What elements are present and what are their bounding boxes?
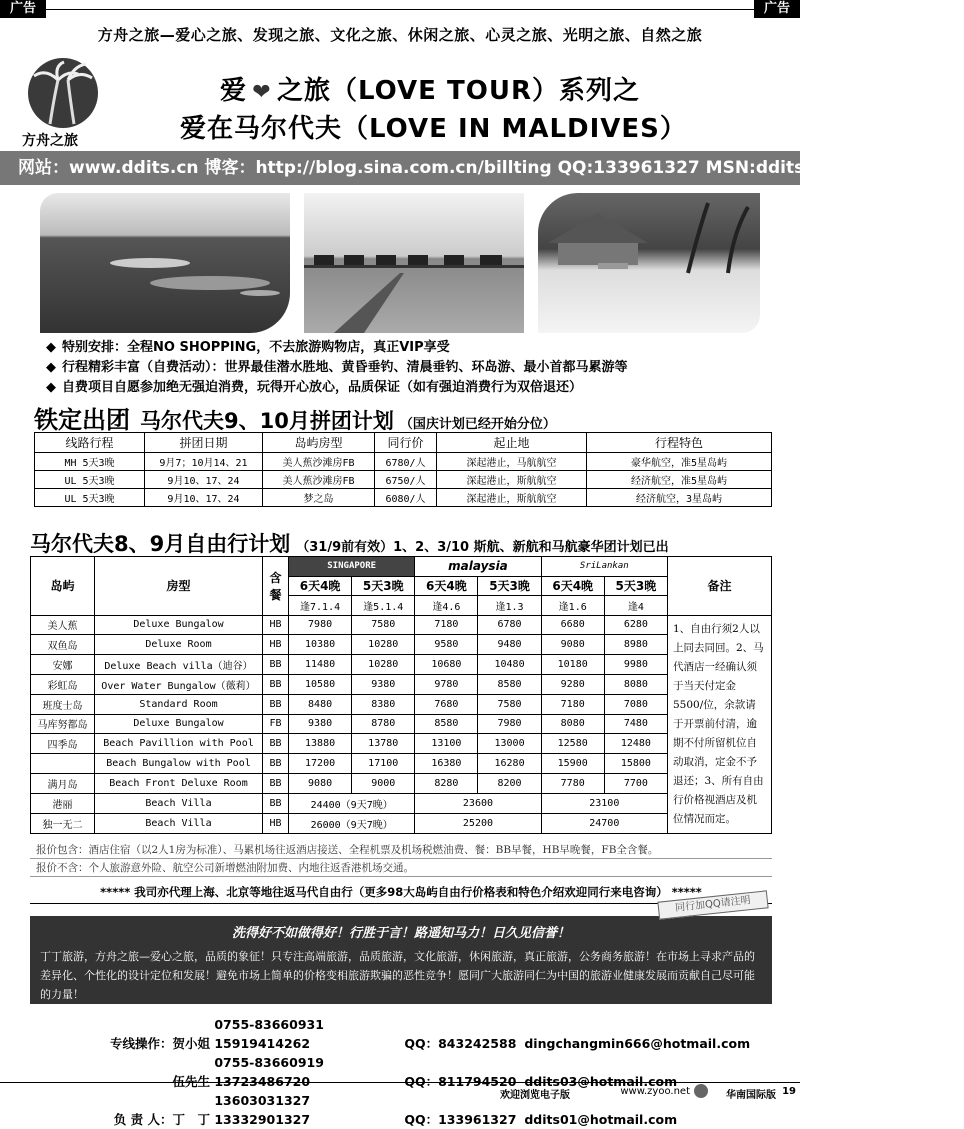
island-cell: 彩虹岛	[31, 674, 95, 694]
meal-cell: HB	[263, 615, 289, 635]
meal-cell: BB	[263, 655, 289, 675]
cell: 6750/人	[375, 471, 437, 489]
top-divider	[46, 9, 754, 10]
cell: 9月10、17、24	[145, 471, 263, 489]
price-cell: 9080	[289, 774, 352, 794]
price-cell: 7480	[604, 714, 667, 734]
column-subheader: 5天3晚	[478, 576, 541, 596]
free-heading-note: （31/9前有效）1、2、3/10 斯航、新航和马航豪华团计划已出	[296, 540, 669, 555]
room-cell: Beach Villa	[95, 813, 263, 833]
price-cell: 8280	[415, 774, 478, 794]
price-cell: 23100	[541, 793, 667, 813]
price-cell: 10280	[352, 655, 415, 675]
cell: 梦之岛	[263, 489, 375, 507]
departure-day: 逢1.3	[478, 596, 541, 616]
cell: 深起港止，马航航空	[437, 453, 587, 471]
column-subheader: 5天3晚	[352, 576, 415, 596]
beach-resort-photo	[538, 193, 760, 333]
price-excluded: 报价不含：个人旅游意外险、航空公司新增燃油附加费、内地往返香港机场交通。	[30, 859, 772, 877]
column-header: 行程特色	[587, 433, 772, 453]
meal-cell: FB	[263, 714, 289, 734]
cell: 经济航空，准5星岛屿	[587, 471, 772, 489]
column-header: 备注	[668, 557, 772, 616]
island-cell: 四季岛	[31, 734, 95, 754]
bullet-item: ◆ 行程精彩丰富（自费活动）：世界最佳潜水胜地、黄昏垂钓、清晨垂钓、环岛游、最小首都马累游等	[46, 360, 628, 375]
price-cell: 13000	[478, 734, 541, 754]
price-cell: 7580	[478, 694, 541, 714]
island-cell: 安娜	[31, 655, 95, 675]
price-cell: 9080	[541, 635, 604, 655]
cell: UL 5天3晚	[35, 471, 145, 489]
column-subheader: 6天4晚	[415, 576, 478, 596]
price-cell: 7080	[604, 694, 667, 714]
table-row	[31, 813, 772, 833]
table-row	[31, 674, 772, 694]
price-cell: 9580	[415, 635, 478, 655]
price-cell: 16380	[415, 754, 478, 774]
island-cell: 班度士岛	[31, 694, 95, 714]
table-row	[35, 453, 772, 471]
column-subheader: 5天3晚	[604, 576, 667, 596]
table-row	[31, 734, 772, 754]
price-cell: 26000（9天7晚）	[289, 813, 415, 833]
qq-stamp: 同行加QQ请注明	[657, 890, 768, 919]
price-cell: 9980	[604, 655, 667, 675]
malaysia-airlines-logo: malaysia	[415, 557, 541, 577]
heart-icon: ❤	[252, 80, 272, 105]
price-cell: 10480	[478, 655, 541, 675]
logo-text: 方舟之旅	[22, 133, 78, 149]
group-heading-main: 铁定出团	[34, 406, 130, 434]
column-header: 房型	[95, 557, 263, 616]
column-header: 线路行程	[35, 433, 145, 453]
price-cell: 15800	[604, 754, 667, 774]
departure-day: 逢4	[604, 596, 667, 616]
bullet-item: ◆ 特别安排：全程NO SHOPPING，不去旅游购物店，真正VIP享受	[46, 340, 450, 355]
departure-day: 逢1.6	[541, 596, 604, 616]
price-cell: 7700	[604, 774, 667, 794]
table-header-row	[35, 433, 772, 453]
cell: UL 5天3晚	[35, 489, 145, 507]
about-text: 丁丁旅游，方舟之旅—爱心之旅，品质的象征！只专注高端旅游，品质旅游，文化旅游，休闲旅游，真正旅游，公务商务旅游！在市场上寻求产品的差异化、个性化的设计定位和发展！避免市场上简单的价格变相旅游欺骗的恶性竞争！愿同广大旅游同仁为中国的旅游业健康发展而贡献自己尽可能的力量！	[40, 950, 755, 1001]
cell: 美人蕉沙滩房FB	[263, 453, 375, 471]
column-subheader: 6天4晚	[541, 576, 604, 596]
room-cell: Deluxe Beach villa（迪谷）	[95, 655, 263, 675]
cell: 9月10、17、24	[145, 489, 263, 507]
cell: 深起港止，斯航航空	[437, 489, 587, 507]
price-cell: 13880	[289, 734, 352, 754]
room-cell: Beach Pavillion with Pool	[95, 734, 263, 754]
departure-day: 逢4.6	[415, 596, 478, 616]
footer-section: 华南国际版	[726, 1090, 776, 1101]
price-cell: 15900	[541, 754, 604, 774]
price-cell: 7980	[478, 714, 541, 734]
price-cell: 7180	[541, 694, 604, 714]
contact-block	[70, 1015, 750, 1129]
motto: 洗得好不如做得好！行胜于言！路遥知马力！日久见信誉！	[231, 926, 570, 941]
room-cell: Standard Room	[95, 694, 263, 714]
diamond-bullet-icon: ◆	[46, 360, 56, 375]
contact-web-bar: 网站：www.ddits.cn 博客：http://blog.sina.com.cn/billting QQ:133961327 MSN:ddits01@hotmail.com	[0, 151, 800, 185]
price-cell: 12480	[604, 734, 667, 754]
table-row	[31, 694, 772, 714]
price-cell: 8080	[541, 714, 604, 734]
price-cell: 8580	[415, 714, 478, 734]
price-cell: 7680	[415, 694, 478, 714]
price-cell: 8200	[478, 774, 541, 794]
group-heading	[34, 400, 556, 435]
column-header: 拼团日期	[145, 433, 263, 453]
island-cell: 独一无二	[31, 813, 95, 833]
free-heading-main: 马尔代夫8、9月自由行计划	[30, 532, 291, 556]
table-row	[35, 489, 772, 507]
page-number: 19	[782, 1086, 796, 1097]
palm-tree-logo-icon	[28, 58, 98, 128]
column-header: 含餐	[263, 557, 289, 616]
ad-label-left: 广告	[0, 0, 46, 18]
table-row	[35, 471, 772, 489]
publisher-icon	[694, 1084, 708, 1098]
price-cell: 8980	[604, 635, 667, 655]
price-cell: 17200	[289, 754, 352, 774]
bullet-item: ◆ 自费项目自愿参加绝无强迫消费，玩得开心放心，品质保证（如有强迫消费行为双倍退还）	[46, 380, 583, 395]
price-cell: 9380	[352, 674, 415, 694]
departure-day: 逢7.1.4	[289, 596, 352, 616]
table-row	[31, 615, 772, 635]
table-row	[31, 635, 772, 655]
price-cell: 10280	[352, 635, 415, 655]
price-cell: 9780	[415, 674, 478, 694]
price-cell: 13100	[415, 734, 478, 754]
meal-cell: BB	[263, 694, 289, 714]
room-cell: Beach Front Deluxe Room	[95, 774, 263, 794]
column-header: 岛屿	[31, 557, 95, 616]
price-cell: 8480	[289, 694, 352, 714]
island-cell: 马库努都岛	[31, 714, 95, 734]
cell: 经济航空，3星岛屿	[587, 489, 772, 507]
cell: 6080/人	[375, 489, 437, 507]
meal-cell: BB	[263, 674, 289, 694]
price-cell: 8380	[352, 694, 415, 714]
cell: MH 5天3晚	[35, 453, 145, 471]
about-box	[30, 916, 772, 1004]
column-header: 岛屿房型	[263, 433, 375, 453]
contact-row: 专线操作：贺小姐 0755-83660931 15919414262 QQ：843242588 dingchangmin666@hotmail.com	[109, 1017, 751, 1051]
price-cell: 7980	[289, 615, 352, 635]
meal-cell: BB	[263, 793, 289, 813]
price-cell: 24400（9天7晚）	[289, 793, 415, 813]
column-header: 同行价	[375, 433, 437, 453]
column-subheader: 6天4晚	[289, 576, 352, 596]
price-cell: 9480	[478, 635, 541, 655]
ad-label-right: 广告	[754, 0, 800, 18]
free-travel-table	[30, 556, 772, 834]
meal-cell: HB	[263, 635, 289, 655]
island-cell: 美人蕉	[31, 615, 95, 635]
water-villa-photo	[304, 193, 524, 333]
title-love: 爱	[220, 76, 248, 106]
table-row	[31, 774, 772, 794]
table-row	[31, 754, 772, 774]
price-cell: 8080	[604, 674, 667, 694]
price-cell: 12580	[541, 734, 604, 754]
footer-url: www.zyoo.net	[620, 1086, 690, 1097]
contact-row: 负 责 人：丁 丁 13603031327 13332901327 QQ：133961327 ddits01@hotmail.com	[113, 1093, 678, 1127]
meal-cell: BB	[263, 774, 289, 794]
slogan: 方舟之旅—爱心之旅、发现之旅、文化之旅、休闲之旅、心灵之旅、光明之旅、自然之旅	[97, 26, 703, 44]
column-header: 起止地	[437, 433, 587, 453]
table-row	[31, 793, 772, 813]
price-cell: 9000	[352, 774, 415, 794]
room-cell: Beach Bungalow with Pool	[95, 754, 263, 774]
price-notes	[30, 841, 772, 877]
meal-cell: BB	[263, 734, 289, 754]
meal-cell: HB	[263, 813, 289, 833]
price-cell: 6280	[604, 615, 667, 635]
price-cell: 6680	[541, 615, 604, 635]
page-title-line1	[220, 70, 640, 107]
group-heading-sub: 马尔代夫9、10月拼团计划	[140, 409, 394, 433]
cell: 9月7；10月14、21	[145, 453, 263, 471]
price-cell: 10680	[415, 655, 478, 675]
price-cell: 7180	[415, 615, 478, 635]
page-title-line2: 爱在马尔代夫（LOVE IN MALDIVES）	[180, 114, 687, 144]
group-tour-table	[34, 432, 772, 507]
price-cell: 9380	[289, 714, 352, 734]
room-cell: Deluxe Bungalow	[95, 615, 263, 635]
diamond-bullet-icon: ◆	[46, 380, 56, 395]
price-included: 报价包含：酒店住宿（以2人1房为标准）、马累机场往返酒店接送、全程机票及机场税燃油费、餐：BB早餐，HB早晚餐，FB全含餐。	[30, 841, 772, 859]
cell: 豪华航空，准5星岛屿	[587, 453, 772, 471]
price-cell: 16280	[478, 754, 541, 774]
contact-row: 伍先生 0755-83660919 13723486720 QQ：811794520 ddits03@hotmail.com	[172, 1055, 678, 1089]
cell: 美人蕉沙滩房FB	[263, 471, 375, 489]
price-cell: 23600	[415, 793, 541, 813]
agency-line: ***** 我司亦代理上海、北京等地往返马代自由行（更多98大岛屿自由行价格表和特色介绍欢迎同行来电咨询） *****	[30, 880, 772, 904]
diamond-bullet-icon: ◆	[46, 340, 56, 355]
srilankan-airlines-logo: SriLankan	[541, 557, 667, 577]
table-header-row	[31, 557, 772, 577]
price-cell: 8580	[478, 674, 541, 694]
price-cell: 10180	[541, 655, 604, 675]
title-tour: 之旅（LOVE TOUR）系列之	[277, 76, 640, 106]
price-cell: 10380	[289, 635, 352, 655]
room-cell: Deluxe Bungalow	[95, 714, 263, 734]
price-cell: 11480	[289, 655, 352, 675]
price-cell: 10580	[289, 674, 352, 694]
island-cell: 满月岛	[31, 774, 95, 794]
room-cell: Over Water Bungalow（薇莉）	[95, 674, 263, 694]
price-cell: 25200	[415, 813, 541, 833]
price-cell: 9280	[541, 674, 604, 694]
remarks-cell: 1、自由行须2人以上同去同回。2、马代酒店一经确认须于当天付定金5500/位，余款请于开票前付清，逾期不付所留机位自动取消，定金不予退还；3、所有自由行价格视酒店及机位情况而定。	[668, 615, 772, 833]
island-cell: 双鱼岛	[31, 635, 95, 655]
price-cell: 17100	[352, 754, 415, 774]
meal-cell: BB	[263, 754, 289, 774]
table-row	[31, 714, 772, 734]
singapore-airlines-logo: SINGAPORE	[289, 557, 415, 577]
price-cell: 8780	[352, 714, 415, 734]
group-heading-note: （国庆计划已经开始分位）	[399, 417, 556, 432]
room-cell: Beach Villa	[95, 793, 263, 813]
price-cell: 7580	[352, 615, 415, 635]
price-cell: 24700	[541, 813, 667, 833]
free-travel-heading	[30, 528, 669, 558]
room-cell: Deluxe Room	[95, 635, 263, 655]
cell: 6780/人	[375, 453, 437, 471]
table-row	[31, 655, 772, 675]
price-cell: 13780	[352, 734, 415, 754]
island-cell	[31, 754, 95, 774]
footer-left-text: 欢迎浏览电子版	[500, 1090, 570, 1101]
price-cell: 6780	[478, 615, 541, 635]
price-cell: 7780	[541, 774, 604, 794]
cell: 深起港止，斯航航空	[437, 471, 587, 489]
page-footer	[0, 1082, 800, 1100]
island-cell: 港丽	[31, 793, 95, 813]
island-aerial-photo	[40, 193, 290, 333]
departure-day: 逢5.1.4	[352, 596, 415, 616]
